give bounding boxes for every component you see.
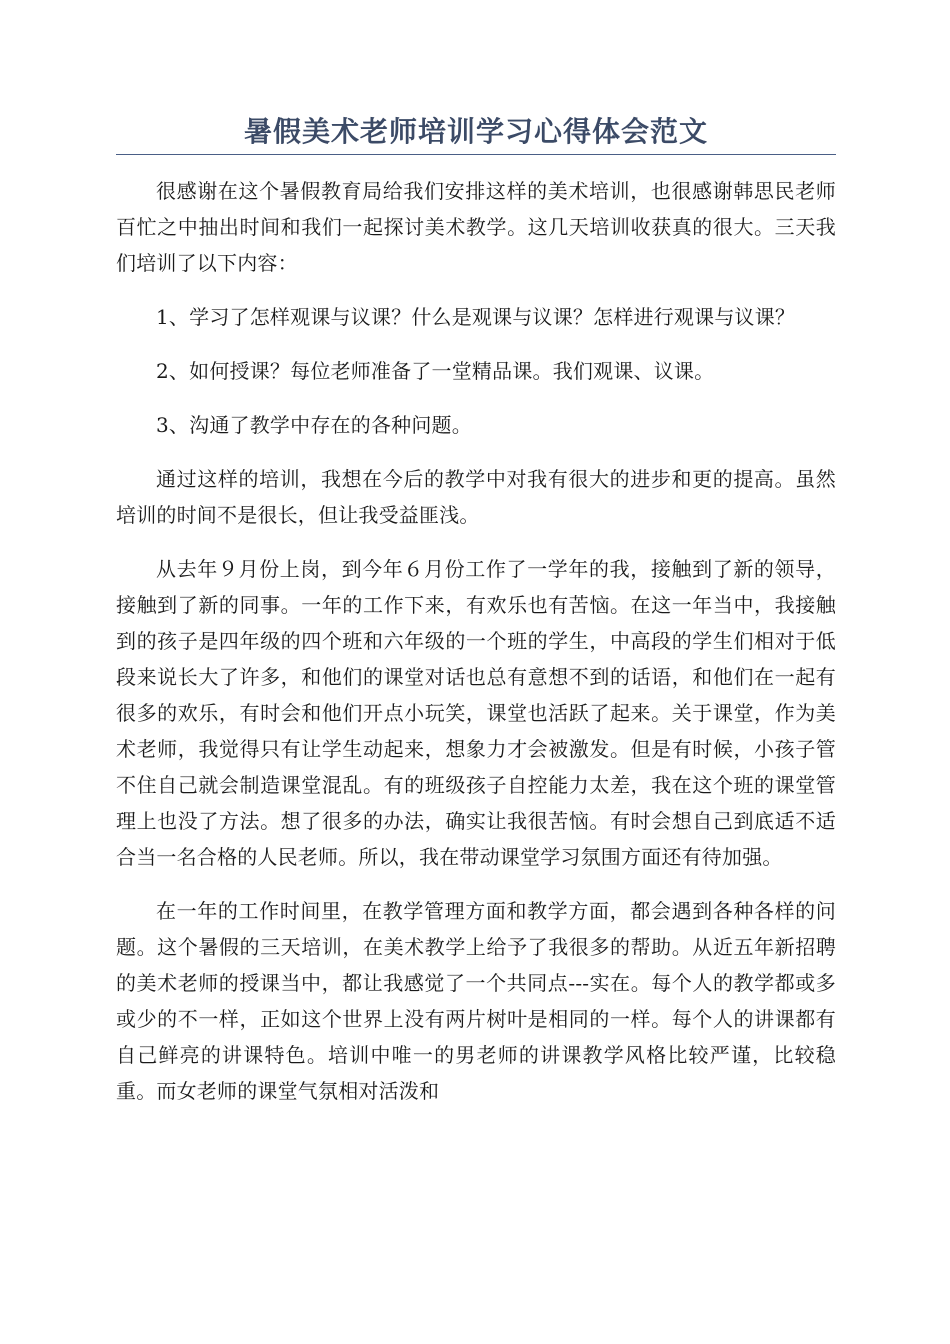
title-underline (116, 154, 836, 155)
document-page (116, 112, 836, 1127)
paragraph-item-1: 1、学习了怎样观课与议课？什么是观课与议课？怎样进行观课与议课？ (156, 305, 796, 329)
paragraph-reflection: 在一年的工作时间里，在教学管理方面和教学方面，都会遇到各种各样的问题。这个暑假的三天培训，在美术教学上给予了我很多的帮助。从近五年新招聘的美术老师的授课当中，都让我感觉了一个共同点---实在。每个人的教学都或多或少的不一样，正如这个世界上没有两片树叶是相同的一样。每个人的讲课都有自己鲜亮的讲课特色。培训中唯一的男老师的讲课教学风格比较严谨，比较稳重。而女老师的课堂气氛相对活泼和 (116, 899, 836, 1103)
paragraph-summary: 通过这样的培训，我想在今后的教学中对我有很大的进步和更的提高。虽然培训的时间不是很长，但让我受益匪浅。 (116, 467, 836, 527)
paragraph-item-2: 2、如何授课？每位老师准备了一堂精品课。我们观课、议课。 (156, 359, 715, 383)
paragraph-item-3: 3、沟通了教学中存在的各种问题。 (156, 413, 472, 437)
paragraph-experience: 从去年９月份上岗，到今年６月份工作了一学年的我，接触到了新的领导，接触到了新的同事。一年的工作下来，有欢乐也有苦恼。在这一年当中，我接触到的孩子是四年级的四个班和六年级的一个班的学生，中高段的学生们相对于低段来说长大了许多，和他们的课堂对话也总有意想不到的话语，和他们在一起有很多的欢乐，有时会和他们开点小玩笑，课堂也活跃了起来。关于课堂，作为美术老师，我觉得只有让学生动起来，想象力才会被激发。但是有时候，小孩子管不住自己就会制造课堂混乱。有的班级孩子自控能力太差，我在这个班的课堂管理上也没了方法。想了很多的办法，确实让我很苦恼。有时会想自己到底适不适合当一名合格的人民老师。所以，我在带动课堂学习氛围方面还有待加强。 (116, 557, 836, 869)
document-title: 暑假美术老师培训学习心得体会范文 (243, 115, 708, 148)
paragraph-intro: 很感谢在这个暑假教育局给我们安排这样的美术培训，也很感谢韩思民老师百忙之中抽出时间和我们一起探讨美术教学。这几天培训收获真的很大。三天我们培训了以下内容： (116, 179, 836, 275)
